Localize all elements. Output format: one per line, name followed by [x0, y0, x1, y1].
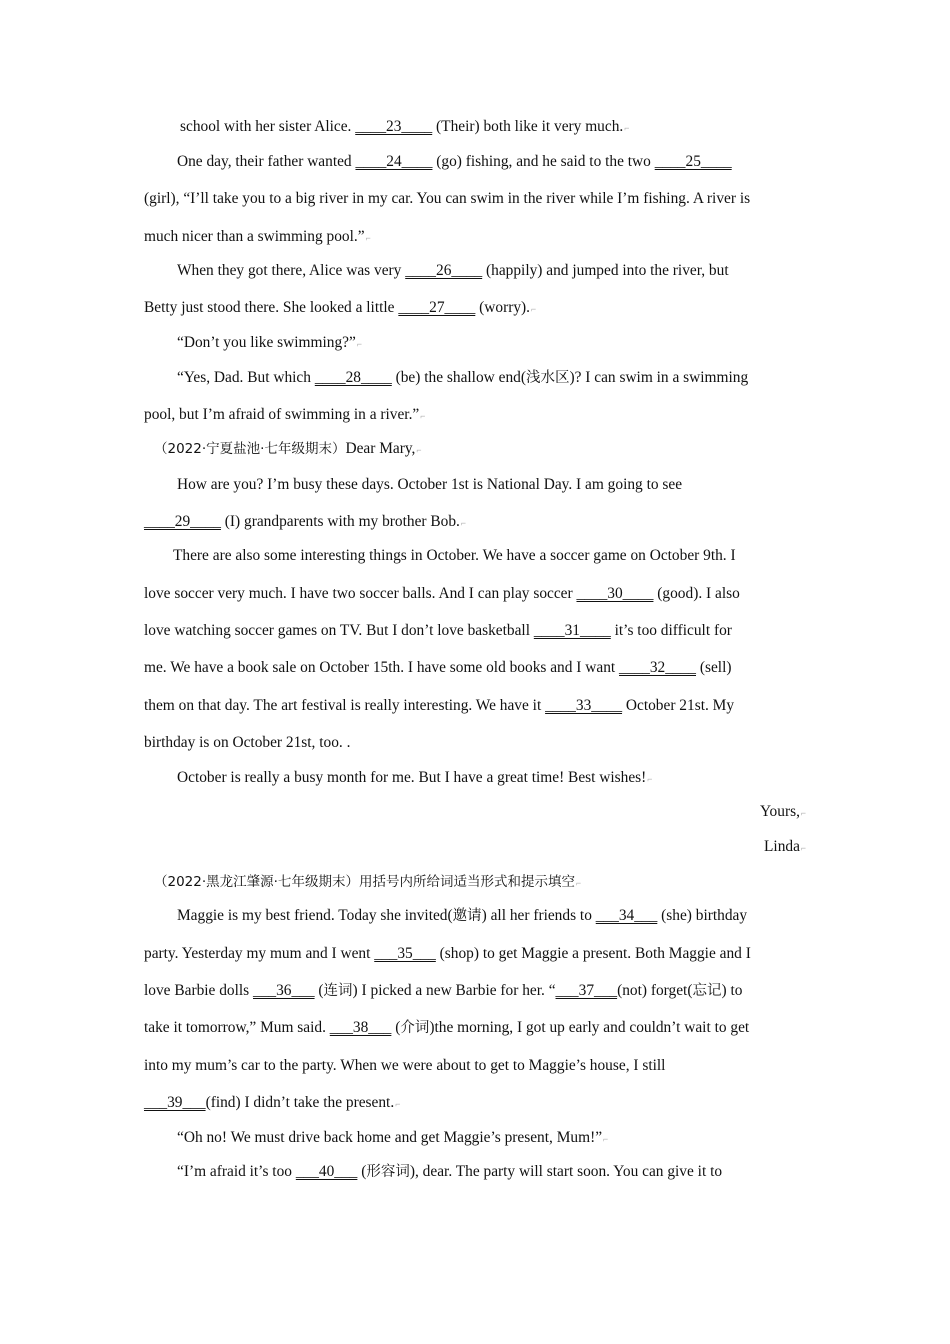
paragraph-mark: ⌐ [420, 411, 426, 421]
p2-line-7 [144, 696, 734, 716]
text: (she) birthday [657, 907, 748, 924]
text: it’s too difficult for [610, 622, 732, 639]
text: (Their) both like it very much. [432, 118, 624, 135]
paragraph-mark: ⌐ [365, 233, 371, 243]
blank-35[interactable]: ___35___ [374, 945, 436, 962]
text: (happily) and jumped into the river, but [482, 262, 729, 279]
text: (worry). [475, 299, 530, 316]
paragraph-mark: ⌐ [603, 1134, 609, 1144]
paragraph-mark: ⌐ [647, 774, 653, 784]
p3-line-4 [144, 1018, 749, 1038]
text: them on that day. The art festival is really interesting. We have it [144, 697, 546, 714]
text: (find) I didn’t take the present. [205, 1094, 395, 1111]
p3-line-5: into my mum’s car to the party. When we were about to get to Maggie’s house, I still [144, 1057, 666, 1074]
blank-36[interactable]: ___36___ [253, 982, 315, 999]
p1-line-1 [180, 117, 629, 138]
text: school with her sister Alice. [180, 118, 356, 135]
blank-29[interactable]: ____29____ [144, 513, 221, 530]
text: “Yes, Dad. But which [177, 369, 315, 386]
text: Linda [764, 838, 800, 855]
blank-26[interactable]: ____26____ [405, 262, 483, 279]
text: ) all her friends to [481, 907, 596, 924]
chinese-gloss: 忘记 [692, 983, 722, 999]
p1-line-5 [177, 261, 729, 281]
source-tag: （2022·黑龙江肇源·七年级期末） [154, 874, 359, 890]
p1-line-6 [144, 298, 536, 319]
paragraph-mark: ⌐ [531, 304, 537, 314]
text: (not) forget( [617, 982, 693, 999]
text: ) to [721, 982, 743, 999]
blank-39[interactable]: ___39___ [144, 1094, 206, 1111]
text: pool, but I’m afraid of swimming in a river.” [144, 406, 420, 423]
paragraph-mark: ⌐ [575, 878, 582, 888]
text: ( [314, 982, 324, 999]
p1-line-7 [177, 333, 362, 354]
p1-line-8 [177, 368, 748, 388]
p2-line-3: There are also some interesting things in October. We have a soccer game on October 9th. I [173, 547, 736, 564]
text: (good). I also [653, 585, 740, 602]
greeting: Dear Mary, [345, 440, 416, 457]
text: ) I picked a new Barbie for her. “ [352, 982, 556, 999]
text: “Don’t you like swimming?” [177, 334, 356, 351]
blank-30[interactable]: ____30____ [576, 585, 654, 602]
blank-24[interactable]: ____24____ [355, 153, 433, 170]
p3-header [154, 872, 581, 893]
chinese-gloss: 浅水区 [525, 370, 570, 386]
p1-line-9 [144, 405, 425, 426]
p2-closing [760, 802, 806, 823]
text: (shop) to get Maggie a present. Both Maggie and I [435, 945, 751, 962]
text: )the morning, I got up early and couldn’t wait to get [429, 1019, 750, 1036]
paragraph-mark: ⌐ [416, 445, 422, 455]
text: Betty just stood there. She looked a little [144, 299, 399, 316]
chinese-gloss: 连词 [323, 983, 353, 999]
text: )? I can swim in a swimming [569, 369, 749, 386]
blank-25[interactable]: ____25____ [654, 153, 732, 170]
text: ), dear. The party will start soon. You can give it to [409, 1163, 723, 1180]
text: me. We have a book sale on October 15th. I have some old books and I want [144, 659, 620, 676]
text: (I) grandparents with my brother Bob. [220, 513, 460, 530]
text: love watching soccer games on TV. But I don’t love basketball [144, 622, 534, 639]
p2-line-4 [144, 584, 740, 604]
chinese-gloss: 形容词 [366, 1164, 410, 1180]
p3-line-2 [144, 944, 751, 964]
blank-23[interactable]: ____23____ [355, 118, 433, 135]
text: October is really a busy month for me. But I have a great time! Best wishes! [177, 769, 647, 786]
text: (go) fishing, and he said to the two [432, 153, 655, 170]
text: take it tomorrow,” Mum said. [144, 1019, 330, 1036]
blank-32[interactable]: ____32____ [619, 659, 696, 676]
text: Maggie is my best friend. Today she invited( [177, 907, 453, 924]
text: (sell) [696, 659, 732, 676]
text: (be) the shallow end( [391, 369, 526, 386]
paragraph-mark: ⌐ [460, 518, 466, 528]
p2-line-5 [144, 621, 732, 641]
blank-38[interactable]: ___38___ [329, 1019, 392, 1036]
paragraph-mark: ⌐ [800, 808, 806, 818]
chinese-gloss: 邀请 [452, 908, 482, 924]
text: “Oh no! We must drive back home and get Maggie’s present, Mum!” [177, 1129, 603, 1146]
blank-40[interactable]: ___40___ [295, 1163, 358, 1180]
p3-line-3 [144, 981, 742, 1001]
p1-line-2 [177, 152, 732, 172]
text: party. Yesterday my mum and I went [144, 945, 375, 962]
p1-line-4 [144, 227, 371, 248]
text: When they got there, Alice was very [177, 262, 406, 279]
blank-34[interactable]: ___34___ [595, 907, 658, 924]
p3-line-8 [177, 1162, 722, 1182]
instruction: 用括号内所给词适当形式和提示填空 [358, 874, 575, 890]
blank-37[interactable]: ___37___ [555, 982, 618, 999]
blank-33[interactable]: ____33____ [545, 697, 623, 714]
chinese-gloss: 介词 [400, 1020, 430, 1036]
p3-line-6 [144, 1093, 400, 1114]
text: October 21st. My [622, 697, 735, 714]
p2-line-2 [144, 512, 466, 533]
text: ( [357, 1163, 367, 1180]
p1-line-3: (girl), “I’ll take you to a big river in my car. You can swim in the river while I’m fishing. A river is [144, 190, 751, 207]
paragraph-mark: ⌐ [624, 123, 630, 133]
blank-27[interactable]: ____27____ [398, 299, 476, 316]
blank-28[interactable]: ____28____ [314, 369, 392, 386]
text: ( [391, 1019, 401, 1036]
p3-line-7 [177, 1128, 608, 1149]
source-tag: （2022·宁夏盐池·七年级期末） [154, 441, 346, 457]
p2-line-6 [144, 658, 731, 678]
text: birthday is on October 21st, too. . [144, 734, 351, 751]
paragraph-mark: ⌐ [395, 1099, 401, 1109]
p2-line-9 [177, 768, 652, 789]
p2-line-8 [144, 733, 350, 753]
text: love soccer very much. I have two soccer balls. And I can play soccer [144, 585, 577, 602]
paragraph-mark: ⌐ [800, 843, 806, 853]
p3-line-1 [177, 906, 747, 926]
p2-header [154, 439, 421, 460]
blank-31[interactable]: ____31____ [533, 622, 611, 639]
p2-signature [764, 837, 806, 858]
text: “I’m afraid it’s too [177, 1163, 296, 1180]
text: much nicer than a swimming pool.” [144, 228, 365, 245]
text: Yours, [759, 803, 800, 820]
p2-line-1: How are you? I’m busy these days. October 1st is National Day. I am going to see [177, 476, 683, 493]
paragraph-mark: ⌐ [356, 339, 362, 349]
text: One day, their father wanted [177, 153, 356, 170]
text: love Barbie dolls [144, 982, 253, 999]
